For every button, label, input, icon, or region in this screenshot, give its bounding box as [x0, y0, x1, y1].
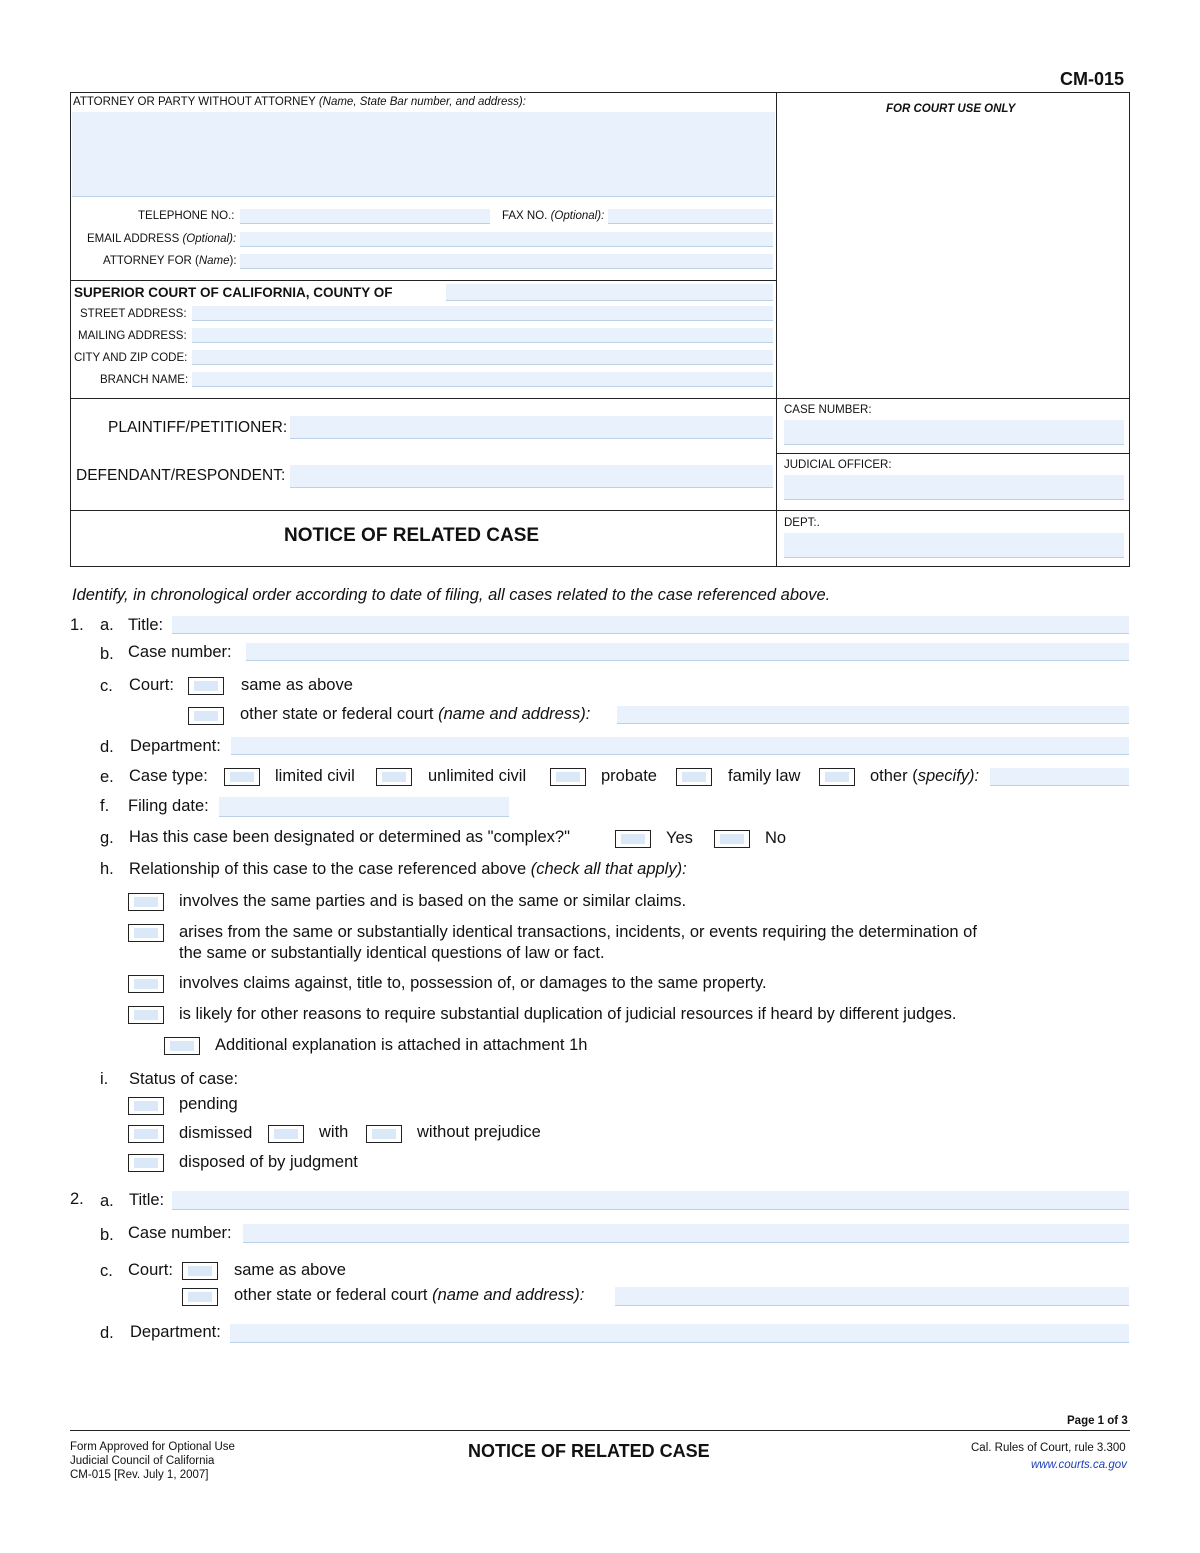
item1-complex-yes-checkbox[interactable] [615, 830, 651, 848]
judicial-officer-field[interactable] [784, 475, 1124, 500]
fax-field[interactable] [608, 209, 773, 224]
dept-label: DEPT:. [784, 517, 820, 529]
item2-case-number-label: Case number: [128, 1224, 232, 1242]
attorney-label: ATTORNEY OR PARTY WITHOUT ATTORNEY [73, 96, 316, 108]
county-field[interactable] [446, 284, 773, 301]
form-id: CM-015 [1060, 69, 1125, 89]
item1-h-opt4-checkbox[interactable] [128, 1006, 164, 1024]
item1-other-type-hint: specify): [917, 767, 980, 785]
footer-title: NOTICE OF RELATED CASE [468, 1441, 710, 1461]
item1-h-opt1-label: involves the same parties and is based on the same or similar claims. [179, 892, 687, 910]
item1-other-court-field[interactable] [617, 706, 1129, 724]
item1-same-label: same as above [241, 676, 353, 694]
item1-h-opt2-checkbox[interactable] [128, 924, 164, 942]
item2-title-field[interactable] [172, 1191, 1129, 1210]
item1-pending-checkbox[interactable] [128, 1097, 164, 1115]
court-use-label: FOR COURT USE ONLY [886, 103, 1016, 115]
item1-title-field[interactable] [172, 616, 1129, 634]
city-field[interactable] [192, 350, 773, 365]
item1-other-type-row [870, 767, 979, 786]
item1-complex-no-label: No [765, 829, 787, 847]
item1-filing-date-label: Filing date: [128, 797, 209, 815]
item1-complex-no-checkbox[interactable] [714, 830, 750, 848]
item1-status-label: Status of case: [129, 1070, 239, 1088]
item1-g-letter: g. [100, 829, 114, 847]
email-label: EMAIL ADDRESS [87, 233, 180, 245]
case-number-field[interactable] [784, 420, 1124, 445]
item1-without-label: without prejudice [417, 1123, 541, 1141]
item2-c-letter: c. [100, 1262, 113, 1280]
item1-h-opt3-checkbox[interactable] [128, 975, 164, 993]
item1-f-letter: f. [100, 797, 110, 815]
item1-same-checkbox[interactable] [188, 677, 224, 695]
item1-limited-checkbox[interactable] [224, 768, 260, 786]
item1-case-type-label: Case type: [129, 767, 208, 785]
item2-d-letter: d. [100, 1324, 114, 1342]
item1-limited-label: limited civil [275, 767, 355, 785]
item1-i-letter: i. [100, 1070, 109, 1088]
item1-filing-date-field[interactable] [219, 797, 509, 817]
item1-d-letter: d. [100, 738, 114, 756]
item1-h-opt2-label-line1: arises from the same or substantially identical transactions, incidents, or events requiring the determination of [179, 923, 977, 941]
item2-same-label: same as above [234, 1261, 346, 1279]
footer-website-link[interactable]: www.courts.ca.gov [1031, 1459, 1127, 1471]
item1-other-court-row [240, 705, 590, 724]
item1-other-court-label: other state or federal court [240, 705, 434, 723]
attorney-hint: (Name, State Bar number, and address): [318, 96, 526, 108]
item2-other-court-field[interactable] [615, 1287, 1129, 1306]
item1-probate-label: probate [601, 767, 657, 785]
city-label: CITY AND ZIP CODE: [74, 352, 188, 364]
plaintiff-label: PLAINTIFF/PETITIONER: [108, 419, 288, 436]
item1-other-type-field[interactable] [990, 768, 1129, 786]
item1-b-letter: b. [100, 645, 114, 663]
item1-unlimited-checkbox[interactable] [376, 768, 412, 786]
item2-number: 2. [70, 1190, 84, 1208]
instructions: Identify, in chronological order according to date of filing, all cases related to the case referenced above. [72, 586, 831, 604]
attorney-for-label: ATTORNEY FOR ( [103, 255, 199, 267]
case-number-label: CASE NUMBER: [784, 404, 872, 416]
item1-other-type-label: other ( [870, 767, 918, 785]
footer-rules: Cal. Rules of Court, rule 3.300 [971, 1442, 1126, 1454]
item1-h-additional-checkbox[interactable] [164, 1037, 200, 1055]
item1-h-additional-label: Additional explanation is attached in attachment 1h [215, 1036, 588, 1054]
plaintiff-field[interactable] [290, 416, 773, 439]
item1-h-opt4-label: is likely for other reasons to require substantial duplication of judicial resources if heard by different judges. [179, 1005, 957, 1023]
court-label: SUPERIOR COURT OF CALIFORNIA, COUNTY OF [74, 285, 393, 300]
item1-h-letter: h. [100, 860, 114, 878]
attorney-for-field[interactable] [240, 254, 773, 269]
item1-relationship-row [129, 860, 687, 879]
item1-with-checkbox[interactable] [268, 1125, 304, 1143]
item1-h-opt2-label-line2: the same or substantially identical questions of law or fact. [179, 944, 605, 962]
attorney-for-end: ): [229, 255, 237, 267]
item2-title-label: Title: [129, 1191, 165, 1209]
email-label-row [87, 233, 236, 245]
item1-complex-yes-label: Yes [666, 829, 693, 847]
item1-pending-label: pending [179, 1095, 238, 1113]
item2-case-number-field[interactable] [243, 1224, 1129, 1243]
item1-other-court-hint: (name and address): [438, 705, 591, 723]
item2-other-court-label: other state or federal court [234, 1286, 428, 1304]
item1-e-letter: e. [100, 768, 114, 786]
defendant-label: DEFENDANT/RESPONDENT: [76, 467, 286, 484]
defendant-field[interactable] [290, 465, 773, 488]
item1-dismissed-label: dismissed [179, 1124, 253, 1142]
item1-h-opt1-checkbox[interactable] [128, 893, 164, 911]
street-field[interactable] [192, 306, 773, 321]
item1-h-opt3-label: involves claims against, title to, possession of, or damages to the same property. [179, 974, 767, 992]
item1-judgment-label: disposed of by judgment [179, 1153, 358, 1171]
item1-a-letter: a. [100, 616, 114, 634]
item1-court-label: Court: [129, 676, 174, 694]
attorney-label-row [73, 96, 526, 108]
branch-label: BRANCH NAME: [100, 374, 189, 386]
item1-dismissed-checkbox[interactable] [128, 1125, 164, 1143]
item2-other-court-hint: (name and address): [432, 1286, 585, 1304]
page-number: Page 1 of 3 [1067, 1415, 1128, 1427]
telephone-field[interactable] [240, 209, 490, 224]
item1-probate-checkbox[interactable] [550, 768, 586, 786]
item1-other-type-checkbox[interactable] [819, 768, 855, 786]
form-title: NOTICE OF RELATED CASE [284, 525, 540, 546]
item1-department-label: Department: [130, 737, 221, 755]
footer-approved-line2: Judicial Council of California [70, 1455, 215, 1467]
footer-rule [70, 1430, 1130, 1431]
street-label: STREET ADDRESS: [80, 308, 187, 320]
footer-approved-line1: Form Approved for Optional Use [70, 1441, 235, 1453]
telephone-label: TELEPHONE NO.: [138, 210, 235, 222]
item1-complex-label: Has this case been designated or determined as "complex?" [129, 828, 570, 846]
item1-unlimited-label: unlimited civil [428, 767, 527, 785]
item2-same-checkbox[interactable] [182, 1262, 218, 1280]
item2-court-label: Court: [128, 1261, 173, 1279]
item2-department-label: Department: [130, 1323, 221, 1341]
item1-c-letter: c. [100, 677, 113, 695]
item2-department-field[interactable] [230, 1324, 1129, 1343]
fax-label: FAX NO. [502, 210, 548, 222]
item1-case-number-field[interactable] [246, 643, 1129, 661]
item1-title-label: Title: [128, 616, 164, 634]
attorney-for-row [103, 255, 237, 267]
fax-hint: (Optional): [550, 210, 605, 222]
item1-other-court-checkbox[interactable] [188, 707, 224, 725]
item1-department-field[interactable] [231, 737, 1129, 755]
judicial-officer-label: JUDICIAL OFFICER: [784, 459, 892, 471]
item1-family-label: family law [728, 767, 801, 785]
item2-other-court-row [234, 1286, 584, 1305]
email-hint: (Optional): [182, 233, 237, 245]
mailing-field[interactable] [192, 328, 773, 343]
footer-approved-line3: CM-015 [Rev. July 1, 2007] [70, 1469, 209, 1481]
item1-family-checkbox[interactable] [676, 768, 712, 786]
item1-judgment-checkbox[interactable] [128, 1154, 164, 1172]
email-field[interactable] [240, 232, 773, 247]
item1-number: 1. [70, 616, 84, 634]
court-use-box [776, 92, 1130, 399]
mailing-label: MAILING ADDRESS: [78, 330, 187, 342]
item1-relationship-label: Relationship of this case to the case referenced above [129, 860, 527, 878]
dept-field[interactable] [784, 533, 1124, 558]
item1-relationship-hint: (check all that apply): [530, 860, 687, 878]
item2-b-letter: b. [100, 1226, 114, 1244]
item1-without-checkbox[interactable] [366, 1125, 402, 1143]
attorney-for-hint: Name [198, 255, 230, 267]
item1-case-number-label: Case number: [128, 643, 232, 661]
attorney-name-field[interactable] [72, 112, 775, 197]
item2-other-court-checkbox[interactable] [182, 1288, 218, 1306]
attorney-divider [70, 280, 777, 281]
parties-box [70, 398, 777, 511]
item1-with-label: with [319, 1123, 349, 1141]
branch-field[interactable] [192, 372, 773, 387]
item2-a-letter: a. [100, 1192, 114, 1210]
fax-label-row [502, 210, 604, 222]
